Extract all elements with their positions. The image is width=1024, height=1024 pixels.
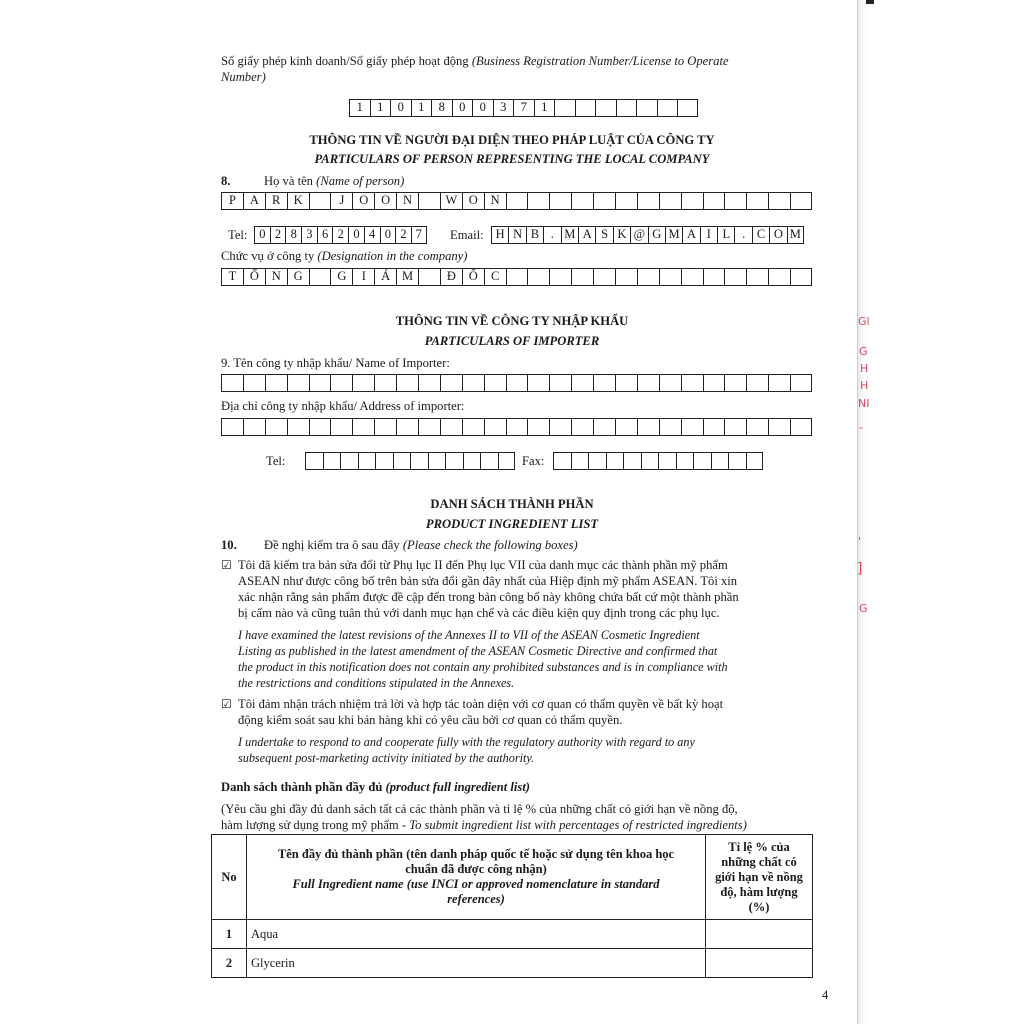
form-cell[interactable] bbox=[724, 268, 746, 286]
form-cell[interactable] bbox=[410, 452, 428, 470]
form-cell[interactable] bbox=[549, 268, 571, 286]
form-cell[interactable]: A bbox=[578, 226, 595, 244]
importer-fax-label: Fax: bbox=[522, 454, 545, 468]
col-name-header: Tên đầy đủ thành phần (tên danh pháp quốc tế hoặc sử dụng tên khoa học chuẩn đã được công nhận) Full Ingredient name (use INCI or approved nomenclature in standard references) bbox=[247, 835, 706, 920]
corner-mark bbox=[866, 0, 874, 4]
form-cell[interactable]: K bbox=[287, 192, 309, 210]
importer-section-title: THÔNG TIN VỀ CÔNG TY NHẬP KHẨU bbox=[395, 314, 629, 328]
form-cell[interactable] bbox=[588, 452, 606, 470]
form-cell[interactable] bbox=[506, 418, 528, 436]
form-cell[interactable] bbox=[506, 268, 528, 286]
form-cell[interactable] bbox=[746, 418, 768, 436]
form-cell[interactable]: . bbox=[543, 226, 560, 244]
form-cell[interactable]: G bbox=[287, 268, 309, 286]
form-cell[interactable]: M bbox=[561, 226, 578, 244]
form-cell[interactable]: N bbox=[508, 226, 525, 244]
form-cell[interactable] bbox=[527, 374, 549, 392]
form-cell[interactable]: @ bbox=[630, 226, 647, 244]
form-cell[interactable]: 7 bbox=[411, 226, 427, 244]
checkbox-post-market-undertaking[interactable]: ☑ bbox=[221, 697, 232, 711]
form-cell[interactable] bbox=[265, 418, 287, 436]
form-cell[interactable] bbox=[463, 452, 481, 470]
p1-en-line-4: the restrictions and conditions stipulated in the Annexes. bbox=[238, 676, 515, 690]
form-cell[interactable] bbox=[681, 418, 703, 436]
form-cell[interactable] bbox=[593, 268, 615, 286]
form-cell[interactable] bbox=[703, 418, 725, 436]
form-cell[interactable] bbox=[768, 418, 790, 436]
form-cell[interactable] bbox=[595, 99, 616, 117]
form-cell[interactable] bbox=[330, 374, 352, 392]
form-cell[interactable] bbox=[527, 268, 549, 286]
form-cell[interactable]: N bbox=[396, 192, 418, 210]
form-cell[interactable] bbox=[309, 374, 331, 392]
form-cell[interactable] bbox=[571, 452, 589, 470]
form-cell[interactable] bbox=[484, 374, 506, 392]
form-cell[interactable]: 3 bbox=[301, 226, 317, 244]
row-percentage bbox=[706, 920, 813, 949]
designation-boxes[interactable] bbox=[221, 268, 812, 286]
license-label-line-2: Number) bbox=[221, 70, 266, 84]
stamp-fragment-6: - bbox=[859, 421, 863, 434]
importer-tel-boxes[interactable] bbox=[305, 452, 515, 470]
p1-vi-line-1: Tôi đã kiểm tra bản sửa đổi từ Phụ lục II đến Phụ lục VII của danh mục các thành phần mỹ phẩm bbox=[238, 558, 728, 572]
form-cell[interactable]: S bbox=[595, 226, 612, 244]
form-cell[interactable]: O bbox=[462, 192, 484, 210]
stamp-fragment-3: H bbox=[860, 362, 869, 375]
form-cell[interactable] bbox=[790, 374, 812, 392]
form-cell[interactable]: 1 bbox=[370, 99, 391, 117]
form-cell[interactable] bbox=[440, 418, 462, 436]
form-cell[interactable] bbox=[606, 452, 624, 470]
form-cell[interactable] bbox=[287, 418, 309, 436]
form-cell[interactable] bbox=[358, 452, 376, 470]
form-cell[interactable] bbox=[616, 99, 637, 117]
form-cell[interactable] bbox=[374, 418, 396, 436]
p1-vi-line-2: ASEAN như được công bố trên bản sửa đổi gần đây nhất của Hiệp định mỹ phẩm ASEAN. Tôi xin bbox=[238, 574, 738, 588]
form-cell[interactable] bbox=[724, 192, 746, 210]
form-cell[interactable] bbox=[728, 452, 746, 470]
importer-tel-label: Tel: bbox=[266, 454, 286, 468]
form-cell[interactable] bbox=[418, 418, 440, 436]
form-cell[interactable]: 0 bbox=[472, 99, 493, 117]
form-cell[interactable]: 8 bbox=[431, 99, 452, 117]
row-no: 2 bbox=[212, 949, 247, 978]
form-cell[interactable]: C bbox=[752, 226, 769, 244]
page-number: 4 bbox=[822, 988, 829, 1002]
col-pct-header: Tỉ lệ % của những chất có giới hạn về nồng độ, hàm lượng (%) bbox=[706, 835, 813, 920]
form-cell[interactable] bbox=[659, 268, 681, 286]
form-cell[interactable]: M bbox=[396, 268, 418, 286]
form-cell[interactable] bbox=[676, 452, 694, 470]
stamp-fragment-8: ] bbox=[857, 561, 863, 577]
form-cell[interactable] bbox=[790, 268, 812, 286]
form-cell[interactable] bbox=[746, 268, 768, 286]
stamp-fragment-2: G bbox=[859, 345, 868, 358]
row-percentage bbox=[706, 949, 813, 978]
form-cell[interactable]: 7 bbox=[513, 99, 534, 117]
form-cell[interactable] bbox=[746, 452, 764, 470]
form-cell[interactable] bbox=[396, 418, 418, 436]
form-cell[interactable]: I bbox=[700, 226, 717, 244]
license-label-line-1: Số giấy phép kinh doanh/Số giấy phép hoạt động (Business Registration Number/License to Operate bbox=[221, 54, 729, 68]
form-cell[interactable] bbox=[418, 268, 440, 286]
form-cell[interactable] bbox=[657, 99, 678, 117]
form-cell[interactable] bbox=[418, 192, 440, 210]
table-header-row bbox=[212, 835, 813, 920]
form-cell[interactable]: T bbox=[221, 268, 243, 286]
form-cell[interactable]: 2 bbox=[270, 226, 286, 244]
form-cell[interactable] bbox=[375, 452, 393, 470]
form-cell[interactable] bbox=[418, 374, 440, 392]
note-line-1: (Yêu cầu ghi đầy đủ danh sách tất cả các thành phần và tỉ lệ % của những chất có giới hạn về nồng độ, bbox=[221, 802, 738, 816]
form-cell[interactable] bbox=[711, 452, 729, 470]
license-number-boxes[interactable] bbox=[349, 99, 698, 117]
form-cell[interactable]: M bbox=[787, 226, 804, 244]
form-cell[interactable]: 0 bbox=[380, 226, 396, 244]
form-cell[interactable] bbox=[636, 99, 657, 117]
form-cell[interactable]: 2 bbox=[395, 226, 411, 244]
form-cell[interactable] bbox=[527, 418, 549, 436]
form-cell[interactable] bbox=[287, 374, 309, 392]
form-cell[interactable] bbox=[549, 418, 571, 436]
form-cell[interactable]: P bbox=[221, 192, 243, 210]
form-cell[interactable]: 3 bbox=[493, 99, 514, 117]
form-cell[interactable] bbox=[615, 268, 637, 286]
page-edge-line bbox=[857, 0, 858, 1024]
ingredient-table bbox=[211, 834, 813, 978]
form-cell[interactable]: R bbox=[265, 192, 287, 210]
form-cell[interactable]: K bbox=[613, 226, 630, 244]
p2-vi-line-2: động kiểm soát sau khi bán hàng khi có yêu cầu bởi cơ quan có thẩm quyền. bbox=[238, 713, 623, 727]
form-cell[interactable] bbox=[724, 374, 746, 392]
p1-en-line-1: I have examined the latest revisions of the Annexes II to VII of the ASEAN Cosmetic Ingredient bbox=[238, 628, 700, 642]
form-cell[interactable] bbox=[623, 452, 641, 470]
form-cell[interactable] bbox=[553, 452, 571, 470]
form-cell[interactable]: B bbox=[526, 226, 543, 244]
form-cell[interactable] bbox=[615, 192, 637, 210]
form-cell[interactable] bbox=[527, 192, 549, 210]
importer-address-label: Địa chỉ công ty nhập khẩu/ Address of importer: bbox=[221, 399, 465, 413]
form-cell[interactable] bbox=[484, 418, 506, 436]
rep-section-title: THÔNG TIN VỀ NGƯỜI ĐẠI DIỆN THEO PHÁP LUẬT CỦA CÔNG TY bbox=[309, 133, 715, 147]
tel-label: Tel: bbox=[228, 228, 248, 242]
form-cell[interactable] bbox=[637, 192, 659, 210]
form-cell[interactable] bbox=[658, 452, 676, 470]
form-cell[interactable] bbox=[703, 192, 725, 210]
ingredient-section-title: DANH SÁCH THÀNH PHẦN bbox=[430, 497, 594, 511]
form-cell[interactable] bbox=[677, 99, 698, 117]
form-cell[interactable] bbox=[703, 374, 725, 392]
form-cell[interactable] bbox=[221, 374, 243, 392]
form-cell[interactable] bbox=[462, 374, 484, 392]
form-cell[interactable] bbox=[693, 452, 711, 470]
form-cell[interactable] bbox=[790, 192, 812, 210]
importer-section-subtitle: PARTICULARS OF IMPORTER bbox=[424, 334, 600, 348]
rep-section-subtitle: PARTICULARS OF PERSON REPRESENTING THE LOCAL COMPANY bbox=[314, 152, 710, 166]
name-label: Họ và tên (Name of person) bbox=[264, 174, 405, 188]
form-cell[interactable] bbox=[440, 374, 462, 392]
stamp-fragment-4: H bbox=[860, 379, 869, 392]
form-cell[interactable] bbox=[615, 418, 637, 436]
item-8-number: 8. bbox=[221, 174, 231, 188]
col-no-header: No bbox=[212, 835, 247, 920]
importer-name-boxes[interactable] bbox=[221, 374, 812, 392]
form-cell[interactable]: N bbox=[265, 268, 287, 286]
form-cell[interactable] bbox=[462, 418, 484, 436]
importer-address-boxes[interactable] bbox=[221, 418, 812, 436]
form-cell[interactable] bbox=[352, 418, 374, 436]
form-cell[interactable] bbox=[659, 418, 681, 436]
form-cell[interactable] bbox=[724, 418, 746, 436]
form-cell[interactable]: 0 bbox=[452, 99, 473, 117]
form-cell[interactable]: 1 bbox=[411, 99, 432, 117]
form-cell[interactable]: O bbox=[352, 192, 374, 210]
row-ingredient-name: Aqua bbox=[247, 920, 706, 949]
form-cell[interactable] bbox=[681, 268, 703, 286]
form-cell[interactable] bbox=[506, 374, 528, 392]
form-cell[interactable] bbox=[593, 374, 615, 392]
stamp-fragment-5: NI bbox=[858, 397, 870, 410]
person-name-boxes[interactable] bbox=[221, 192, 812, 210]
p2-en-line-2: subsequent post-marketing activity initiated by the authority. bbox=[238, 751, 535, 765]
stamp-fragment-1: Gl bbox=[858, 315, 870, 328]
importer-fax-boxes[interactable] bbox=[553, 452, 763, 470]
email-boxes[interactable] bbox=[491, 226, 804, 244]
form-cell[interactable] bbox=[323, 452, 341, 470]
form-cell[interactable]: 6 bbox=[317, 226, 333, 244]
form-cell[interactable] bbox=[746, 192, 768, 210]
form-cell[interactable] bbox=[554, 99, 575, 117]
tel-boxes[interactable] bbox=[254, 226, 427, 244]
p1-vi-line-3: xác nhận rằng sản phẩm được đề cập đến trong bản công bố này không chứa bất cứ một thành phần bbox=[238, 590, 739, 604]
form-cell[interactable]: G bbox=[330, 268, 352, 286]
form-cell[interactable] bbox=[309, 418, 331, 436]
checkbox-annex-confirmation[interactable]: ☑ bbox=[221, 558, 232, 572]
form-cell[interactable]: 0 bbox=[348, 226, 364, 244]
form-cell[interactable] bbox=[445, 452, 463, 470]
form-cell[interactable]: 1 bbox=[349, 99, 370, 117]
form-cell[interactable] bbox=[374, 374, 396, 392]
p1-en-line-3: the product in this notification does not contain any prohibited substances and is in compliance with bbox=[238, 660, 728, 674]
form-cell[interactable] bbox=[659, 192, 681, 210]
form-cell[interactable]: A bbox=[243, 192, 265, 210]
form-cell[interactable] bbox=[571, 192, 593, 210]
item-10-number: 10. bbox=[221, 538, 237, 552]
form-cell[interactable] bbox=[790, 418, 812, 436]
form-cell[interactable]: N bbox=[484, 192, 506, 210]
page-edge-shadow bbox=[858, 0, 1024, 1024]
ingredient-section-subtitle: PRODUCT INGREDIENT LIST bbox=[425, 517, 599, 531]
form-cell[interactable]: 8 bbox=[285, 226, 301, 244]
form-cell[interactable]: Ố bbox=[462, 268, 484, 286]
form-cell[interactable]: C bbox=[484, 268, 506, 286]
form-cell[interactable]: I bbox=[352, 268, 374, 286]
form-cell[interactable] bbox=[571, 268, 593, 286]
form-cell[interactable]: 1 bbox=[534, 99, 555, 117]
form-cell[interactable] bbox=[768, 374, 790, 392]
form-cell[interactable] bbox=[703, 268, 725, 286]
form-cell[interactable]: 4 bbox=[364, 226, 380, 244]
form-cell[interactable] bbox=[575, 99, 596, 117]
form-cell[interactable]: J bbox=[330, 192, 352, 210]
form-cell[interactable] bbox=[309, 192, 331, 210]
stamp-fragment-7: ' bbox=[858, 535, 862, 548]
form-cell[interactable]: M bbox=[665, 226, 682, 244]
form-cell[interactable] bbox=[681, 374, 703, 392]
form-cell[interactable]: Đ bbox=[440, 268, 462, 286]
form-cell[interactable] bbox=[305, 452, 323, 470]
form-cell[interactable] bbox=[549, 192, 571, 210]
form-cell[interactable]: A bbox=[682, 226, 699, 244]
p2-en-line-1: I undertake to respond to and cooperate fully with the regulatory authority with regard to any bbox=[238, 735, 695, 749]
form-cell[interactable]: 0 bbox=[254, 226, 270, 244]
form-cell[interactable] bbox=[768, 192, 790, 210]
form-cell[interactable] bbox=[593, 418, 615, 436]
importer-name-label: 9. Tên công ty nhập khẩu/ Name of Importer: bbox=[221, 356, 450, 370]
table-row bbox=[212, 920, 813, 949]
form-cell[interactable]: L bbox=[717, 226, 734, 244]
email-label: Email: bbox=[450, 228, 484, 242]
form-cell[interactable]: . bbox=[734, 226, 751, 244]
form-cell[interactable] bbox=[571, 374, 593, 392]
form-cell[interactable] bbox=[330, 418, 352, 436]
row-ingredient-name: Glycerin bbox=[247, 949, 706, 978]
form-cell[interactable] bbox=[746, 374, 768, 392]
p1-vi-line-4: bị cấm nào và cũng tuân thủ với danh mục hạn chế và các điều kiện quy định trong các phụ lục. bbox=[238, 606, 720, 620]
form-cell[interactable]: 2 bbox=[332, 226, 348, 244]
note-line-2: hàm lượng sử dụng trong mỹ phẩm - To submit ingredient list with percentages of restricted ingredients) bbox=[221, 818, 747, 832]
form-cell[interactable]: O bbox=[769, 226, 786, 244]
row-no: 1 bbox=[212, 920, 247, 949]
p2-vi-line-1: Tôi đảm nhận trách nhiệm trả lời và hợp tác toàn diện với cơ quan có thẩm quyền về bất kỳ hoạt bbox=[238, 697, 724, 711]
form-cell[interactable]: W bbox=[440, 192, 462, 210]
form-cell[interactable] bbox=[309, 268, 331, 286]
form-cell[interactable] bbox=[340, 452, 358, 470]
form-cell[interactable] bbox=[428, 452, 446, 470]
form-cell[interactable]: Á bbox=[374, 268, 396, 286]
form-cell[interactable]: H bbox=[491, 226, 508, 244]
full-list-label: Danh sách thành phần đầy đủ (product full ingredient list) bbox=[221, 780, 531, 794]
form-cell[interactable] bbox=[549, 374, 571, 392]
form-cell[interactable] bbox=[506, 192, 528, 210]
form-cell[interactable] bbox=[265, 374, 287, 392]
form-cell[interactable]: Ổ bbox=[243, 268, 265, 286]
form-cell[interactable] bbox=[393, 452, 411, 470]
check-instruction: Đề nghị kiểm tra ô sau đây (Please check the following boxes) bbox=[264, 538, 578, 552]
stamp-fragment-9: G bbox=[859, 602, 868, 615]
form-cell[interactable]: G bbox=[648, 226, 665, 244]
form-cell[interactable] bbox=[641, 452, 659, 470]
form-cell[interactable] bbox=[637, 268, 659, 286]
form-cell[interactable] bbox=[659, 374, 681, 392]
form-cell[interactable]: 0 bbox=[390, 99, 411, 117]
designation-label: Chức vụ ở công ty (Designation in the company) bbox=[221, 249, 468, 263]
form-cell[interactable] bbox=[768, 268, 790, 286]
table-row bbox=[212, 949, 813, 978]
form-cell[interactable] bbox=[221, 418, 243, 436]
form-cell[interactable] bbox=[243, 418, 265, 436]
form-cell[interactable] bbox=[571, 418, 593, 436]
form-cell[interactable] bbox=[637, 374, 659, 392]
form-cell[interactable] bbox=[396, 374, 418, 392]
form-cell[interactable] bbox=[243, 374, 265, 392]
form-cell[interactable] bbox=[498, 452, 516, 470]
form-cell[interactable] bbox=[637, 418, 659, 436]
form-cell[interactable] bbox=[593, 192, 615, 210]
form-cell[interactable] bbox=[681, 192, 703, 210]
form-cell[interactable] bbox=[352, 374, 374, 392]
p1-en-line-2: Listing as published in the latest amendment of the ASEAN Cosmetic Directive and confirmed that bbox=[238, 644, 718, 658]
form-cell[interactable] bbox=[480, 452, 498, 470]
form-cell[interactable] bbox=[615, 374, 637, 392]
form-cell[interactable]: O bbox=[374, 192, 396, 210]
